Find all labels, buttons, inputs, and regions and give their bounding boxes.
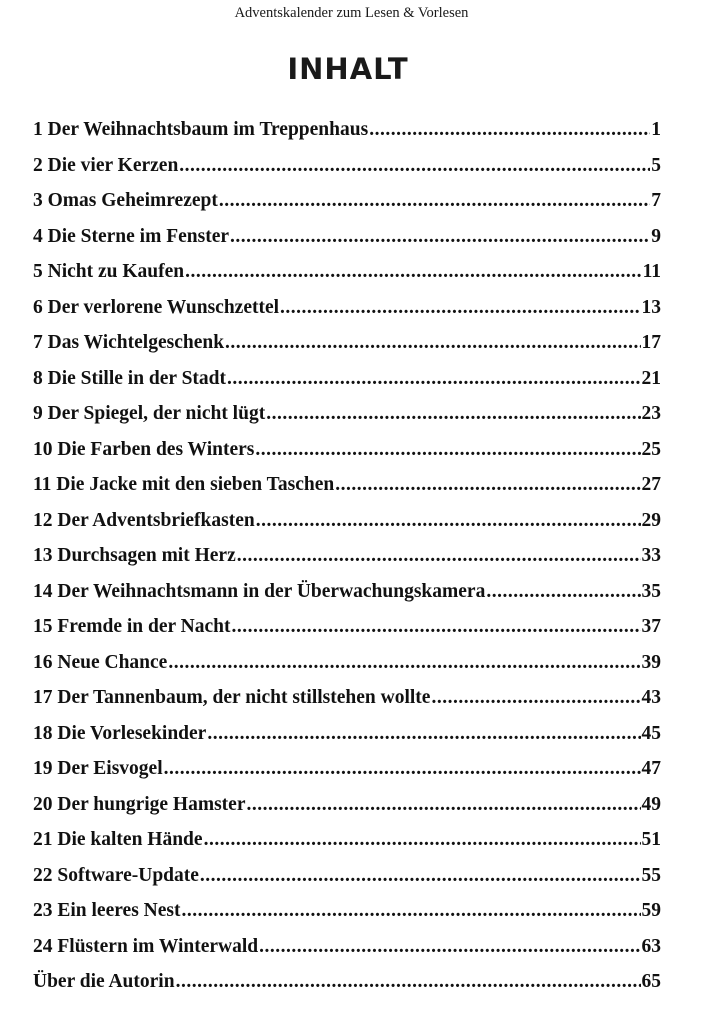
toc-entry-page-number: 59: [641, 900, 661, 921]
toc-entry[interactable]: [33, 680, 661, 716]
toc-dot-leader: [176, 964, 641, 1000]
toc-entry-page-number: 47: [641, 758, 661, 779]
toc-entry-title: 15 Fremde in der Nacht: [33, 616, 231, 637]
toc-entry[interactable]: [33, 609, 661, 645]
toc-entry-page-number: 33: [641, 545, 661, 566]
toc-entry[interactable]: [33, 574, 661, 610]
book-subtitle: Adventskalender zum Lesen & Vorlesen: [234, 5, 469, 21]
toc-entry-page-number: 49: [641, 793, 661, 815]
toc-dot-leader: [280, 290, 640, 326]
toc-entry[interactable]: [33, 361, 661, 397]
toc-entry-page-number: 27: [641, 474, 661, 495]
toc-entry-page-number: 23: [641, 403, 661, 424]
toc-dot-leader: [219, 183, 650, 219]
toc-entry-title: 10 Die Farben des Winters: [33, 438, 255, 460]
toc-entry-page-number: 29: [641, 509, 661, 531]
toc-entry-page-number: 43: [641, 687, 661, 708]
toc-entry-title: 11 Die Jacke mit den sieben Taschen: [33, 474, 335, 495]
toc-entry-page-number: 51: [641, 829, 661, 850]
toc-entry-title: 19 Der Eisvogel: [33, 758, 163, 779]
toc-entry-page-number: 35: [641, 580, 661, 602]
toc-entry[interactable]: [33, 254, 661, 290]
toc-entry-title: 7 Das Wichtelgeschenk: [33, 332, 225, 353]
toc-entry-title: 17 Der Tannenbaum, der nicht stillstehen wollte: [33, 687, 431, 708]
toc-entry[interactable]: [33, 325, 661, 361]
toc-entry-page-number: 11: [642, 261, 661, 282]
toc-entry-page-number: 37: [641, 616, 661, 637]
toc-dot-leader: [259, 929, 640, 965]
toc-dot-leader: [369, 112, 650, 148]
toc-dot-leader: [185, 254, 641, 290]
toc-dot-leader: [230, 219, 650, 255]
toc-entry-page-number: 17: [641, 332, 661, 353]
toc-entry[interactable]: [33, 503, 661, 539]
toc-entry[interactable]: [33, 645, 661, 681]
toc-entry[interactable]: [33, 751, 661, 787]
toc-entry[interactable]: [33, 929, 661, 965]
toc-entry[interactable]: [33, 964, 661, 1000]
page-title: INHALT: [287, 52, 409, 86]
toc-entry-title: 8 Die Stille in der Stadt: [33, 367, 227, 389]
toc-dot-leader: [204, 822, 641, 858]
toc-entry[interactable]: [33, 183, 661, 219]
toc-entry-title: 22 Software-Update: [33, 864, 199, 886]
toc-dot-leader: [207, 716, 640, 752]
toc-entry[interactable]: [33, 787, 661, 823]
toc-entry[interactable]: [33, 396, 661, 432]
toc-entry-page-number: 63: [641, 935, 661, 957]
toc-entry-title: 3 Omas Geheimrezept: [33, 190, 218, 211]
toc-entry-title: 21 Die kalten Hände: [33, 829, 203, 850]
toc-entry-title: 9 Der Spiegel, der nicht lügt: [33, 403, 266, 424]
toc-entry-title: 24 Flüstern im Winterwald: [33, 935, 259, 957]
toc-entry-page-number: 13: [641, 296, 661, 318]
toc-entry-title: 20 Der hungrige Hamster: [33, 793, 246, 815]
toc-entry-page-number: 25: [641, 438, 661, 460]
toc-dot-leader: [182, 893, 641, 929]
toc-dot-leader: [200, 858, 641, 894]
toc-entry[interactable]: [33, 893, 661, 929]
toc-dot-leader: [225, 325, 640, 361]
toc-entry-title: 5 Nicht zu Kaufen: [33, 261, 185, 282]
toc-entry[interactable]: [33, 432, 661, 468]
toc-dot-leader: [168, 645, 640, 681]
toc-entry[interactable]: [33, 148, 661, 184]
toc-entry[interactable]: [33, 219, 661, 255]
toc-dot-leader: [164, 751, 641, 787]
toc-dot-leader: [227, 361, 640, 397]
toc-entry-page-number: 39: [641, 651, 661, 673]
toc-entry-title: 6 Der verlorene Wunschzettel: [33, 296, 280, 318]
toc-entry-title: Über die Autorin: [33, 971, 175, 992]
toc-entry[interactable]: [33, 822, 661, 858]
toc-entry-title: 14 Der Weihnachtsmann in der Überwachungskamera: [33, 580, 486, 602]
toc-dot-leader: [335, 467, 640, 503]
toc-entry-page-number: 1: [651, 119, 661, 140]
toc-dot-leader: [246, 787, 640, 823]
toc-entry-page-number: 45: [641, 722, 661, 744]
toc-dot-leader: [237, 538, 641, 574]
toc-dot-leader: [255, 432, 640, 468]
toc-entry-page-number: 9: [651, 225, 661, 247]
toc-entry-title: 13 Durchsagen mit Herz: [33, 545, 236, 566]
toc-entry[interactable]: [33, 716, 661, 752]
toc-entry-page-number: 65: [641, 971, 661, 992]
toc-dot-leader: [486, 574, 640, 610]
toc-dot-leader: [256, 503, 641, 539]
toc-dot-leader: [179, 148, 650, 184]
toc-entry-page-number: 7: [651, 190, 661, 211]
toc-entry[interactable]: [33, 858, 661, 894]
toc-dot-leader: [232, 609, 641, 645]
toc-entry[interactable]: [33, 467, 661, 503]
toc-entry[interactable]: [33, 538, 661, 574]
toc-entry-page-number: 55: [641, 864, 661, 886]
table-of-contents: [33, 112, 661, 1000]
toc-dot-leader: [431, 680, 640, 716]
toc-entry-title: 16 Neue Chance: [33, 651, 168, 673]
toc-entry[interactable]: [33, 112, 661, 148]
toc-entry-title: 12 Der Adventsbriefkasten: [33, 509, 255, 531]
toc-entry-page-number: 5: [651, 154, 661, 176]
toc-entry[interactable]: [33, 290, 661, 326]
toc-entry-title: 23 Ein leeres Nest: [33, 900, 181, 921]
toc-entry-page-number: 21: [641, 367, 661, 389]
toc-entry-title: 4 Die Sterne im Fenster: [33, 225, 230, 247]
toc-entry-title: 2 Die vier Kerzen: [33, 154, 179, 176]
toc-entry-title: 18 Die Vorlesekinder: [33, 722, 207, 744]
toc-entry-title: 1 Der Weihnachtsbaum im Treppenhaus: [33, 119, 369, 140]
toc-dot-leader: [266, 396, 640, 432]
